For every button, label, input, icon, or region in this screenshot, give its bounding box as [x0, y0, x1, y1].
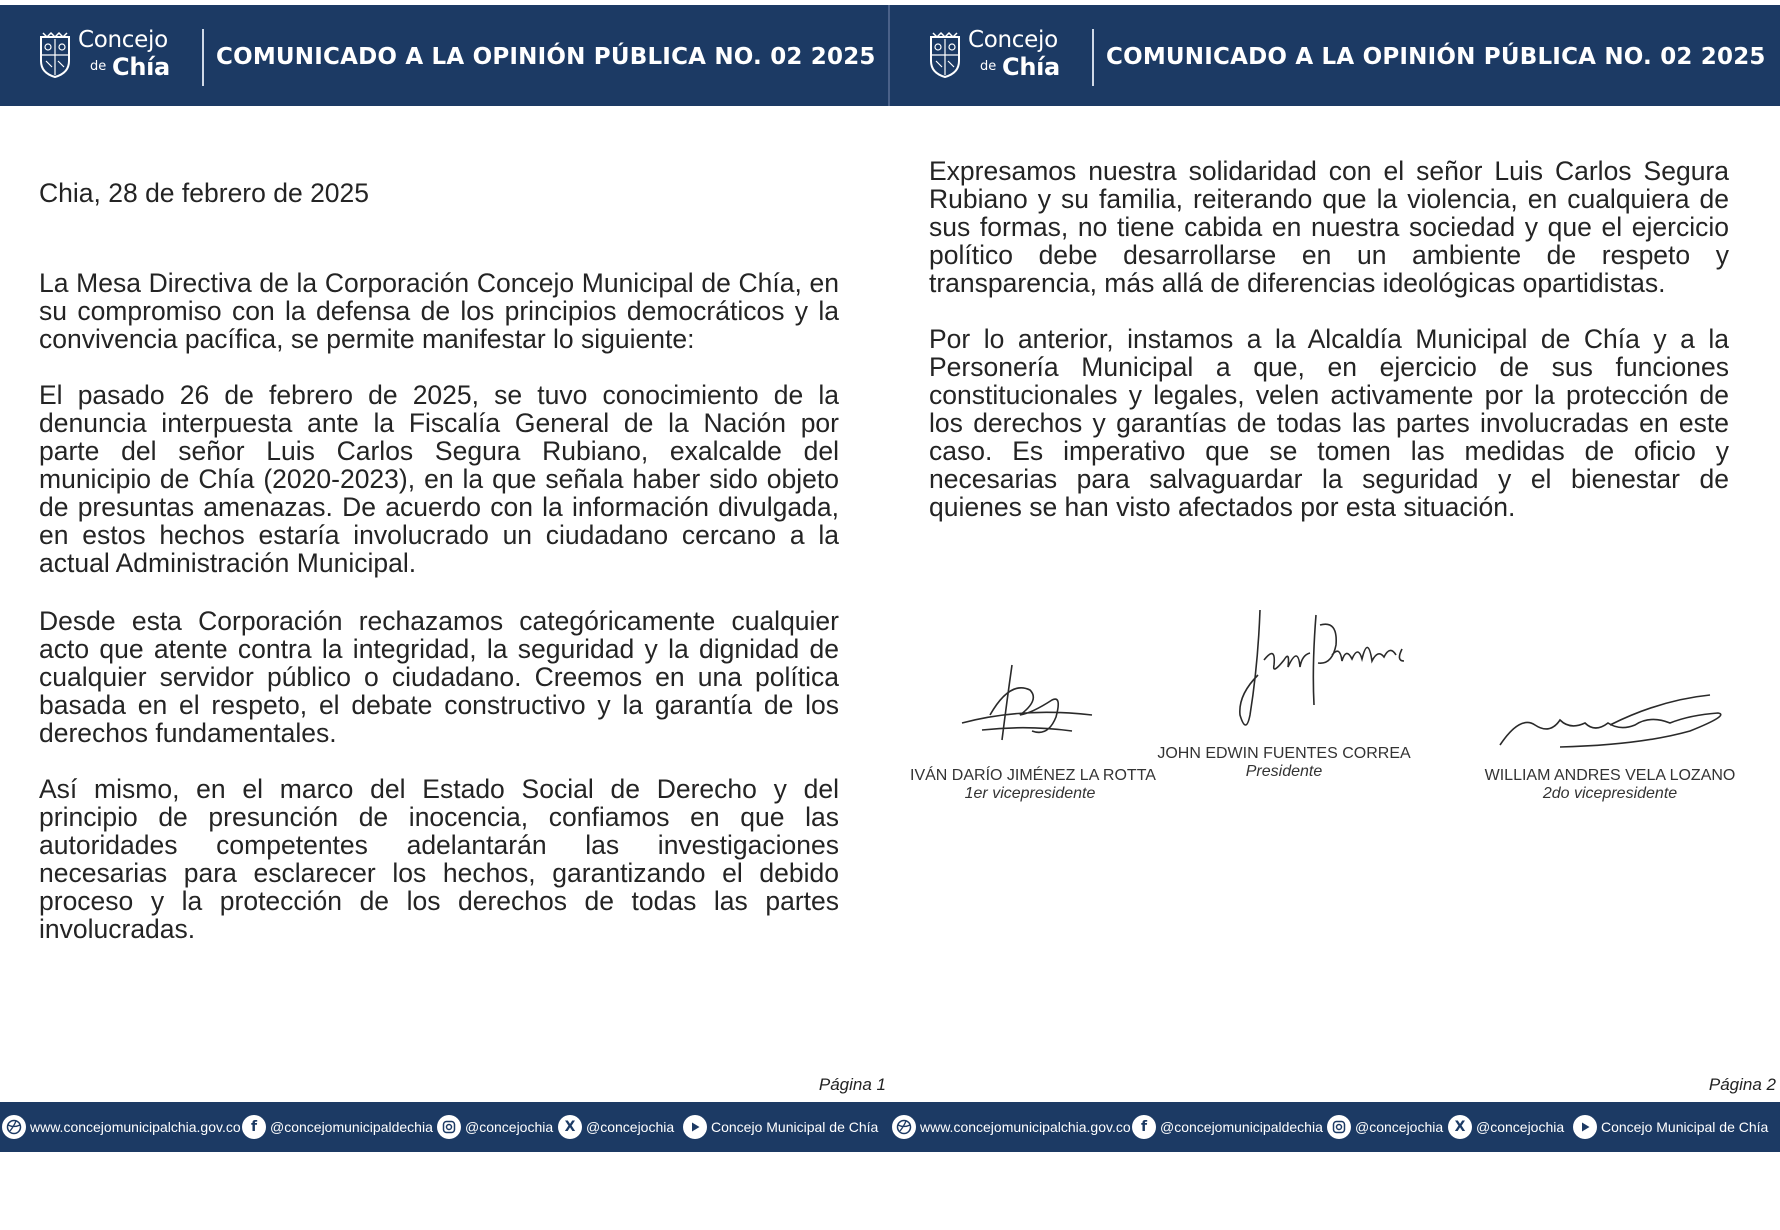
header-title: COMUNICADO A LA OPINIÓN PÚBLICA NO. 02 2025 [216, 44, 876, 70]
crest-icon [928, 31, 962, 79]
youtube-icon [1573, 1115, 1597, 1139]
page-1 [0, 5, 890, 1155]
x-icon: X [558, 1115, 582, 1139]
website-text: www.concejomunicipalchia.gov.co [920, 1119, 1131, 1135]
footer-x[interactable] [558, 1115, 674, 1139]
footer-website[interactable] [2, 1115, 241, 1139]
paragraph-5: Expresamos nuestra solidaridad con el señor Luis Carlos Segura Rubiano y su familia, reiterando que la violencia, en cualquiera de sus formas, no tiene cabida en nuestra sociedad y que el ejercicio político debe desarrollarse en un ambiente de respeto y transparencia, más allá de diferencias ideológicas opartidistas. [929, 156, 1729, 298]
signatory-name: WILLIAM ANDRES VELA LOZANO [1484, 767, 1736, 784]
signature-john [1228, 605, 1428, 740]
signatory-william [1480, 767, 1740, 803]
signatory-role: 1er vicepresidente [964, 785, 1096, 802]
page-number: Página 2 [1708, 1075, 1776, 1094]
signatory-role: Presidente [1245, 763, 1323, 780]
footer-youtube[interactable] [1573, 1115, 1768, 1139]
paragraph-1: La Mesa Directiva de la Corporación Concejo Municipal de Chía, en su compromiso con la defensa de los principios democráticos y la convivencia pacífica, se permite manifestar lo siguiente: [39, 268, 839, 354]
signatory-name: IVÁN DARÍO JIMÉNEZ LA ROTTA [910, 767, 1156, 784]
signatory-ivan [910, 767, 1156, 803]
paragraph-3: Desde esta Corporación rechazamos categóricamente cualquier acto que atente contra la integridad, la seguridad y la dignidad de cualquier servidor público o ciudadano. Creemos en una política basada en el respeto, el debate constructivo y la garantía de los derechos fundamentales. [39, 606, 839, 748]
footer-website[interactable] [892, 1115, 1131, 1139]
facebook-icon: f [242, 1115, 266, 1139]
youtube-icon [683, 1115, 707, 1139]
footer-instagram[interactable] [1327, 1115, 1443, 1139]
facebook-text: @concejomunicipaldechia [270, 1119, 433, 1135]
paragraph-4: Así mismo, en el marco del Estado Social de Derecho y del principio de presunción de inocencia, confiamos en que las autoridades competentes adelantarán las investigaciones necesarias para esclarecer los hechos, garantizando el debido proceso y la protección de los derechos de todas las partes involucradas. [39, 774, 839, 944]
youtube-text: Concejo Municipal de Chía [1601, 1119, 1769, 1135]
signatory-john [1154, 745, 1414, 781]
concejo-logo [38, 27, 188, 85]
paragraph-2: El pasado 26 de febrero de 2025, se tuvo conocimiento de la denuncia interpuesta ante la Fiscalía General de la Nación por parte del señor Luis Carlos Segura Rubiano, exalcalde del municipio de Chía (2020-2023), en la que señala haber sido objeto de presuntas amenazas. De acuerdo con la información divulgada, en estos hechos estaría involucrado un ciudadano cercano a la actual Administración Municipal. [39, 380, 839, 578]
paragraph-6: Por lo anterior, instamos a la Alcaldía Municipal de Chía y a la Personería Municipal a que, en ejercicio de sus funciones constitucionales y legales, velen activamente por la protección de los derechos y garantías de todas las partes involucradas en este caso. Es imperativo que se tomen las medidas de oficio y necesarias para salvaguardar la seguridad y el bienestar de quienes se han visto afectados por esta situación. [929, 324, 1729, 522]
signature-ivan [952, 645, 1102, 755]
signature-william [1490, 685, 1740, 755]
logo-text-de: de [90, 59, 107, 74]
facebook-text: @concejomunicipaldechia [1160, 1119, 1323, 1135]
logo-text-de: de [980, 59, 997, 74]
x-text: @concejochia [586, 1119, 675, 1135]
logo-text-concejo: Concejo [968, 27, 1058, 53]
x-text: @concejochia [1476, 1119, 1565, 1135]
logo-text-chia: Chía [112, 53, 170, 81]
facebook-icon: f [1132, 1115, 1156, 1139]
x-icon: X [1448, 1115, 1472, 1139]
instagram-text: @concejochia [1355, 1119, 1444, 1135]
logo-text-concejo: Concejo [78, 27, 168, 53]
footer-facebook[interactable] [242, 1115, 433, 1139]
crest-icon [38, 31, 72, 79]
header-bar [0, 5, 890, 106]
header-divider [202, 29, 204, 86]
footer-x[interactable] [1448, 1115, 1564, 1139]
date-line: Chia, 28 de febrero de 2025 [39, 178, 370, 208]
signatory-role: 2do vicepresidente [1542, 785, 1678, 802]
globe-icon [892, 1115, 916, 1139]
header-bar [890, 5, 1780, 106]
instagram-icon [1327, 1115, 1351, 1139]
globe-icon [2, 1115, 26, 1139]
header-divider [1092, 29, 1094, 86]
page-2 [890, 5, 1780, 1155]
instagram-icon [437, 1115, 461, 1139]
logo-text-chia: Chía [1002, 53, 1060, 81]
youtube-text: Concejo Municipal de Chía [711, 1119, 879, 1135]
page-number: Página 1 [818, 1075, 886, 1094]
concejo-logo [928, 27, 1078, 85]
website-text: www.concejomunicipalchia.gov.co [30, 1119, 241, 1135]
footer-youtube[interactable] [683, 1115, 878, 1139]
instagram-text: @concejochia [465, 1119, 554, 1135]
footer-bar [0, 1102, 890, 1152]
header-title: COMUNICADO A LA OPINIÓN PÚBLICA NO. 02 2025 [1106, 44, 1766, 70]
signatory-name: JOHN EDWIN FUENTES CORREA [1157, 745, 1411, 762]
footer-facebook[interactable] [1132, 1115, 1323, 1139]
footer-instagram[interactable] [437, 1115, 553, 1139]
footer-bar [890, 1102, 1780, 1152]
